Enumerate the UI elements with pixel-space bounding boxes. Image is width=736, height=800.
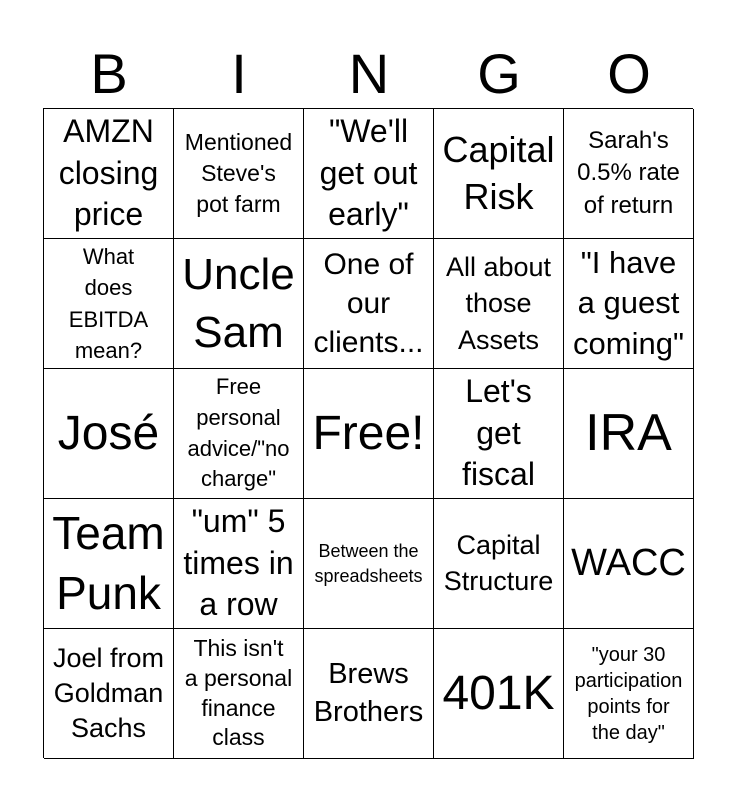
cell-label: "I have a guest coming"	[573, 245, 684, 361]
cell-label: This isn't a personal finance class	[184, 634, 293, 751]
bingo-cell[interactable]	[44, 629, 174, 759]
bingo-cell[interactable]	[174, 629, 304, 759]
bingo-cell[interactable]	[434, 499, 564, 629]
bingo-cell[interactable]	[44, 109, 174, 239]
bingo-cell[interactable]	[174, 499, 304, 629]
cell-label: Capital Risk	[442, 128, 555, 217]
header-letter-o: O	[607, 42, 651, 105]
bingo-cell[interactable]	[564, 109, 694, 239]
bingo-cell[interactable]	[304, 369, 434, 499]
cell-label: Mentioned Steve's pot farm	[184, 128, 293, 218]
bingo-cell[interactable]	[434, 629, 564, 759]
cell-label: WACC	[571, 541, 686, 584]
cell-label: Let's get fiscal	[462, 373, 535, 493]
cell-label: Free!	[312, 406, 425, 460]
cell-label: "your 30 participation points for the day"	[574, 643, 683, 744]
bingo-cell[interactable]	[304, 109, 434, 239]
cell-label: All about those Assets	[445, 251, 552, 355]
bingo-header	[44, 40, 694, 108]
header-letter-n: N	[348, 42, 390, 105]
cell-label: 401K	[442, 666, 555, 720]
bingo-cell[interactable]	[174, 239, 304, 369]
cell-label: Sarah's 0.5% rate of return	[577, 126, 680, 219]
cell-label: "We'll get out early"	[319, 113, 418, 233]
bingo-cell[interactable]	[564, 629, 694, 759]
cell-label: Joel from Goldman Sachs	[52, 642, 165, 744]
header-letter-i: I	[231, 42, 247, 105]
cell-label: AMZN closing price	[58, 113, 159, 233]
cell-label: Capital Structure	[443, 530, 554, 596]
bingo-cell[interactable]	[434, 109, 564, 239]
header-letter-b: B	[90, 42, 128, 105]
bingo-cell[interactable]	[44, 239, 174, 369]
cell-label: Free personal advice/"no charge"	[187, 373, 290, 492]
header-letter-g: G	[477, 42, 521, 105]
cell-label: What does EBITDA mean?	[68, 244, 149, 363]
cell-label: Brews Brothers	[313, 657, 424, 728]
bingo-cell[interactable]	[304, 499, 434, 629]
cell-label: Between the spreadsheets	[314, 541, 423, 586]
bingo-cell[interactable]	[434, 239, 564, 369]
cell-label: "um" 5 times in a row	[183, 503, 294, 623]
cell-label: One of our clients...	[313, 248, 424, 359]
bingo-cell[interactable]	[304, 629, 434, 759]
cell-label: Uncle Sam	[182, 250, 295, 357]
cell-label: José	[57, 406, 160, 460]
bingo-grid	[43, 108, 693, 758]
bingo-cell[interactable]	[174, 109, 304, 239]
bingo-cell[interactable]	[564, 369, 694, 499]
bingo-cell[interactable]	[304, 239, 434, 369]
bingo-cell[interactable]	[174, 369, 304, 499]
bingo-cell[interactable]	[44, 499, 174, 629]
bingo-cell[interactable]	[564, 239, 694, 369]
bingo-cell[interactable]	[434, 369, 564, 499]
bingo-cell[interactable]	[564, 499, 694, 629]
cell-label: Team Punk	[52, 506, 165, 619]
bingo-cell[interactable]	[44, 369, 174, 499]
cell-label: IRA	[585, 404, 672, 463]
